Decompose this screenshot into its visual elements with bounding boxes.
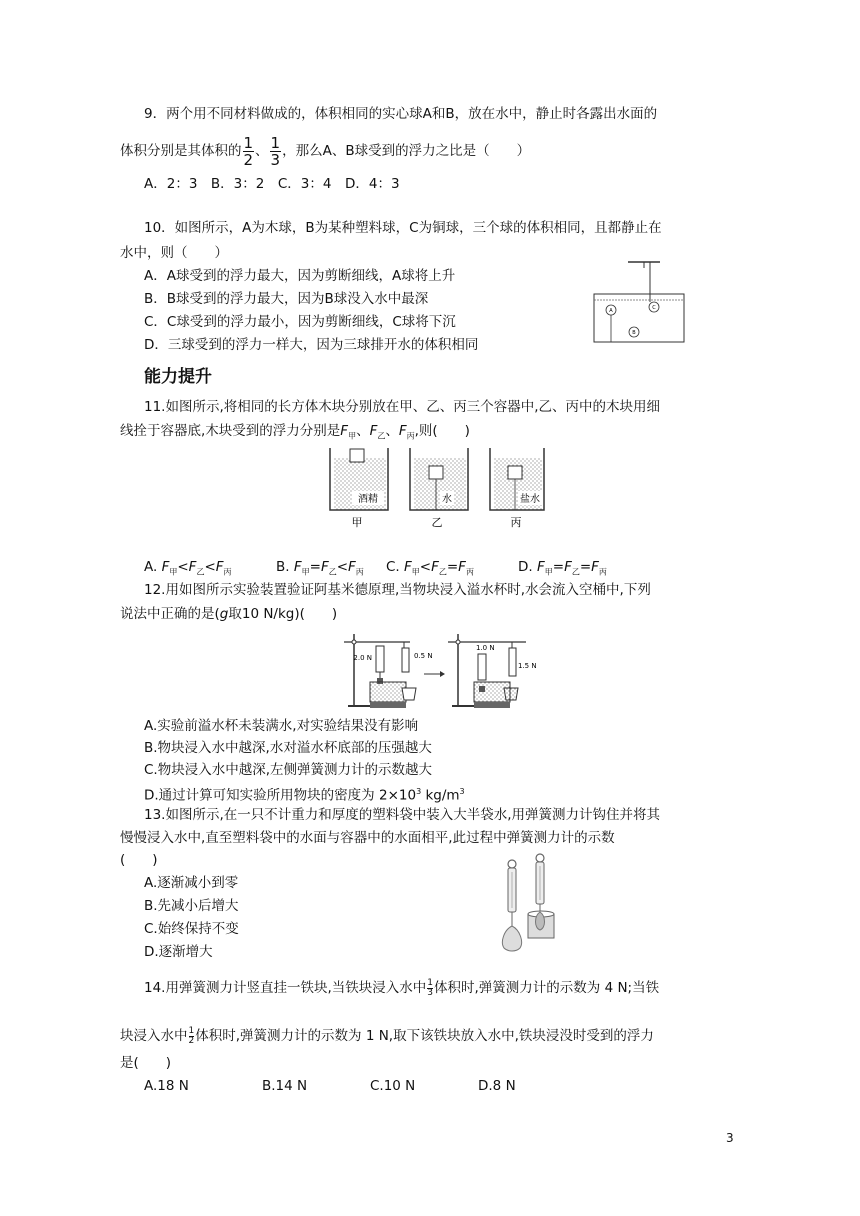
container-label-yi: 乙 xyxy=(431,516,443,529)
q9-line1: 9．两个用不同材料做成的，体积相同的实心球A和B，放在水中，静止时各露出水面的 xyxy=(144,106,658,122)
right-setup xyxy=(448,634,537,708)
q12-option-c: C.物块浸入水中越深,左侧弹簧测力计的示数越大 xyxy=(144,762,433,778)
q12-figure-archimedes-apparatus xyxy=(340,626,540,714)
q11-line1: 11.如图所示,将相同的长方体木块分别放在甲、乙、丙三个容器中,乙、丙中的木块用细 xyxy=(144,399,661,415)
q12-option-b: B.物块浸入水中越深,水对溢水杯底部的压强越大 xyxy=(144,740,432,756)
ball-c-label: C xyxy=(652,305,656,311)
q9-fraction-third: $\frac{1}{3}$ xyxy=(270,133,281,169)
q14-fraction-half: $\frac{1}{2}$ xyxy=(188,1025,195,1046)
q14-line1: 14.用弹簧测力计竖直挂一铁块,当铁块浸入水中 $\frac{1}{3}$ 体积时,弹簧测力计的示数为 4 N;当铁 xyxy=(144,977,660,998)
q10-option-c: C．C球受到的浮力最小，因为剪断细线，C球将下沉 xyxy=(144,314,456,330)
q14-fraction-third: $\frac{1}{3}$ xyxy=(427,977,433,998)
q13-line1: 13.如图所示,在一只不计重力和厚度的塑料袋中装入大半袋水,用弹簧测力计钩住并将其 xyxy=(144,807,661,823)
q14-option-d: D.8 N xyxy=(478,1078,516,1094)
q13-line2: 慢慢浸入水中,直至塑料袋中的水面与容器中的水面相平,此过程中弹簧测力计的示数 xyxy=(120,830,615,846)
q10-option-d: D．三球受到的浮力一样大，因为三球排开水的体积相同 xyxy=(144,337,479,353)
container-jia xyxy=(330,448,388,529)
q10-line2: 水中，则（ ） xyxy=(120,245,228,261)
ball-b-label: B xyxy=(632,330,636,336)
liquid-label-alcohol: 酒精 xyxy=(358,494,378,505)
container-label-jia: 甲 xyxy=(351,516,363,529)
q9-separator: 、 xyxy=(255,143,269,159)
q14-option-b: B.14 N xyxy=(262,1078,308,1094)
q13-line3: ( ) xyxy=(120,852,158,868)
section-title: 能力提升 xyxy=(144,367,212,387)
q11-line2: 线拴于容器底,木块受到的浮力分别是$F_甲$、$F_乙$、$F_丙$,则( ) xyxy=(120,423,470,441)
q11-option-d: D. $F_甲=F_乙=F_丙$ xyxy=(518,559,607,577)
q12-line2: 说法中正确的是(g取10 N/kg)( ) xyxy=(120,606,338,622)
container-bing xyxy=(490,448,544,529)
q11-option-c: C. $F_甲<F_乙=F_丙$ xyxy=(386,559,474,577)
q10-option-a: A．A球受到的浮力最大，因为剪断细线，A球将上升 xyxy=(144,268,456,284)
q13-option-c: C.始终保持不变 xyxy=(144,921,239,937)
q11-line2-post: ,则( ) xyxy=(414,423,470,439)
q13-option-b: B.先减小后增大 xyxy=(144,898,239,914)
q13-option-a: A.逐渐减小到零 xyxy=(144,875,239,891)
reading-1-5: 1.5 N xyxy=(518,662,537,670)
liquid-label-saltwater: 盐水 xyxy=(520,494,540,505)
scale-with-bag xyxy=(502,860,521,951)
reading-0-5: 0.5 N xyxy=(414,652,433,660)
q14-line2: 块浸入水中 $\frac{1}{2}$ 体积时,弹簧测力计的示数为 1 N,取下该铁块放入水中,铁块浸没时受到的浮力 xyxy=(120,1025,654,1046)
liquid-label-water: 水 xyxy=(442,494,452,505)
q9-line2 xyxy=(120,133,530,169)
q10-figure-three-balls xyxy=(590,258,690,348)
q11-option-b: B. $F_甲=F_乙<F_丙$ xyxy=(276,559,364,577)
page-number: 3 xyxy=(726,1131,734,1145)
container-yi xyxy=(410,448,468,529)
q11-option-a: A. $F_甲<F_乙<F_丙$ xyxy=(144,559,232,577)
q12-option-d: D.通过计算可知实验所用物块的密度为 $2\times 10^3$ $kg/m^3$ xyxy=(144,787,465,804)
q13-option-d: D.逐渐增大 xyxy=(144,944,213,960)
q14-option-a: A.18 N xyxy=(144,1078,189,1094)
scale-with-container xyxy=(528,854,554,938)
container-label-bing: 丙 xyxy=(510,516,522,529)
q14-line3: 是( ) xyxy=(120,1055,172,1071)
reading-2-0: 2.0 N xyxy=(353,654,372,662)
q12-line1: 12.用如图所示实验装置验证阿基米德原理,当物块浸入溢水杯时,水会流入空桶中,下列 xyxy=(144,582,651,598)
reading-1-0: 1.0 N xyxy=(476,644,495,652)
q13-figure-plastic-bag xyxy=(496,850,558,954)
q9-line2-post: ，那么A、B球受到的浮力之比是（ ） xyxy=(282,143,531,159)
q10-option-b: B．B球受到的浮力最大，因为B球没入水中最深 xyxy=(144,291,429,307)
q9-line2-pre: 体积分别是其体积的 xyxy=(120,143,242,159)
q11-figure-containers xyxy=(326,446,546,534)
left-setup xyxy=(344,634,433,708)
q9-fraction-half: $\frac{1}{2}$ xyxy=(243,133,254,169)
q9-options: A．2：3 B．3：2 C．3：4 D．4：3 xyxy=(144,176,400,192)
q12-option-a: A.实验前溢水杯未装满水,对实验结果没有影响 xyxy=(144,718,419,734)
q10-line1: 10．如图所示，A为木球，B为某种塑料球，C为铜球，三个球的体积相同，且都静止在 xyxy=(144,220,662,236)
ball-a-label: A xyxy=(609,308,613,314)
q14-option-c: C.10 N xyxy=(370,1078,416,1094)
q11-line2-pre: 线拴于容器底,木块受到的浮力分别是 xyxy=(120,423,341,439)
